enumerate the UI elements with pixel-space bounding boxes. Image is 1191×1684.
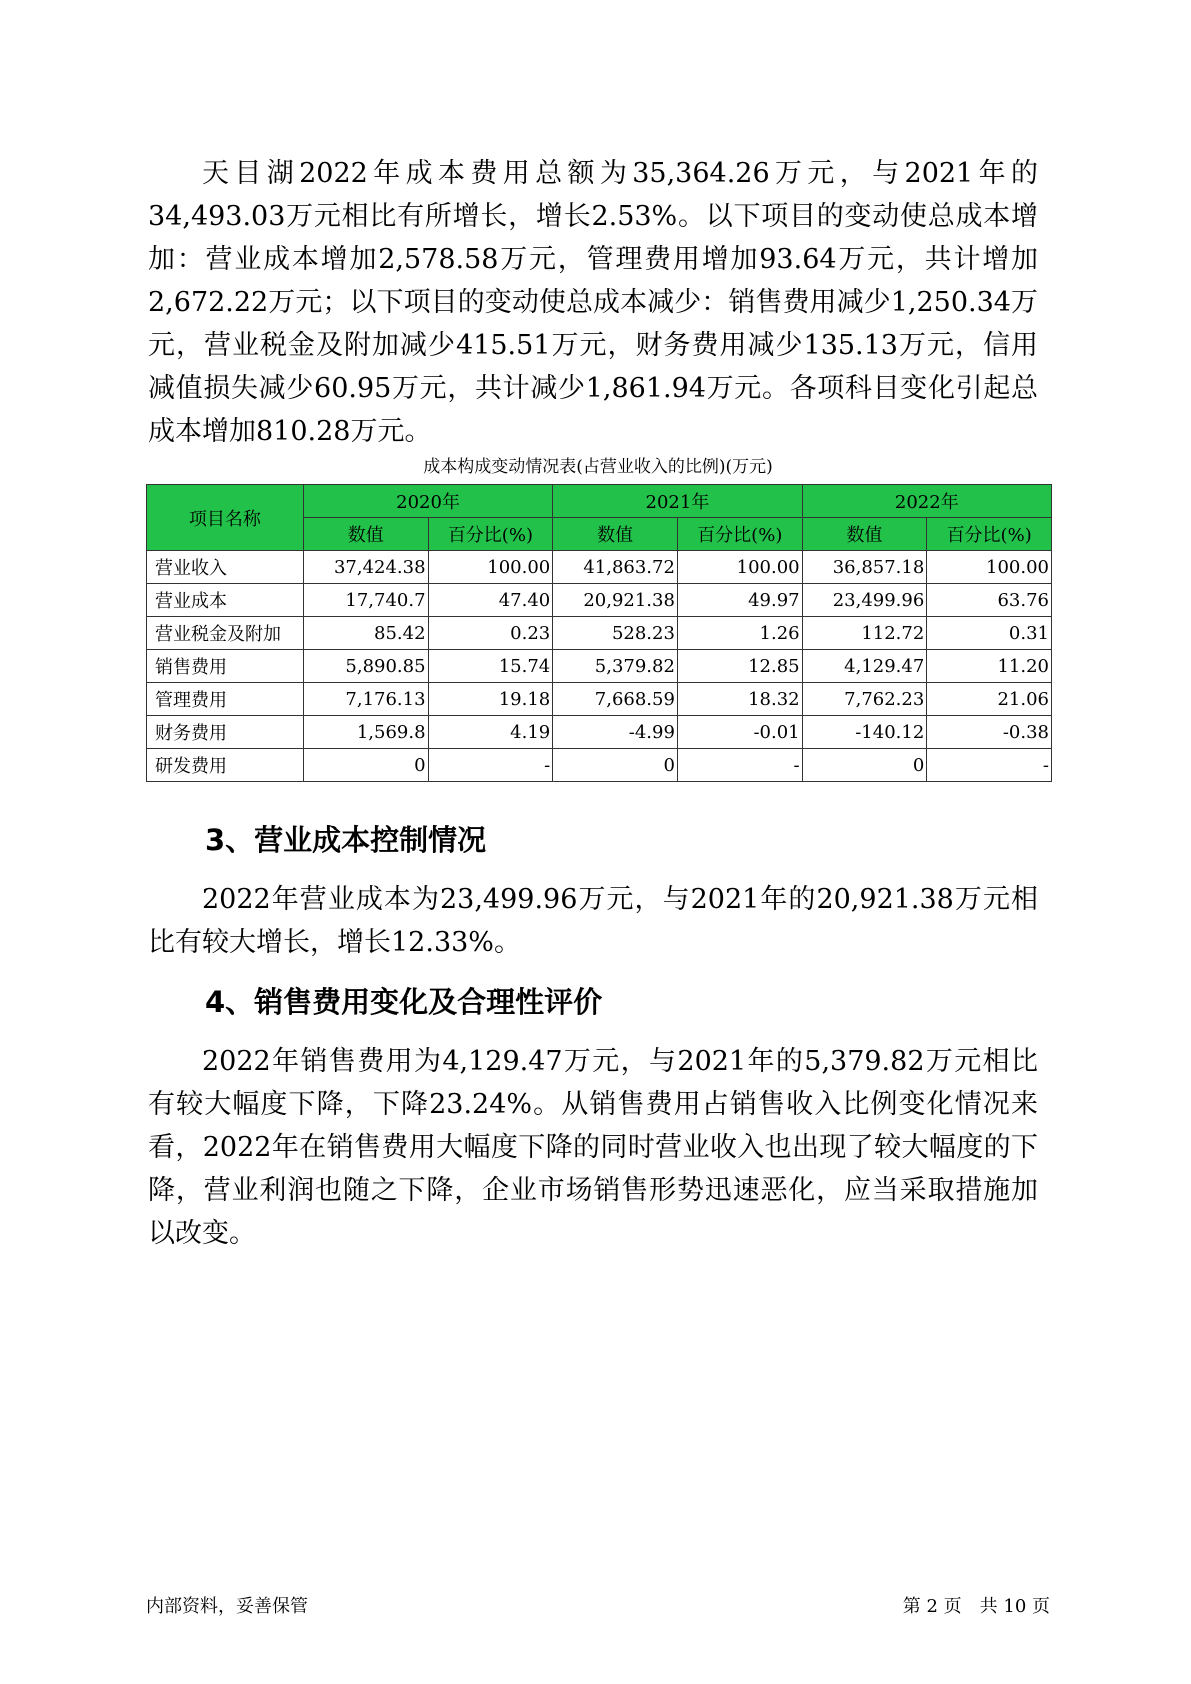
cell-value: 0 xyxy=(802,749,927,782)
cell-percent: 100.00 xyxy=(428,551,553,584)
cell-percent: 1.26 xyxy=(677,617,802,650)
header-value: 数值 xyxy=(303,518,428,551)
cell-value: 528.23 xyxy=(553,617,678,650)
table-row xyxy=(147,749,1052,782)
cell-percent: 4.19 xyxy=(428,716,553,749)
cell-value: 20,921.38 xyxy=(553,584,678,617)
cell-percent: 0.23 xyxy=(428,617,553,650)
header-item-name: 项目名称 xyxy=(147,485,304,551)
row-label: 研发费用 xyxy=(147,749,304,782)
cell-value: 41,863.72 xyxy=(553,551,678,584)
cell-percent: 100.00 xyxy=(927,551,1052,584)
paragraph-sales-expense: 2022年销售费用为4,129.47万元，与2021年的5,379.82万元相比有较大幅度下降，下降23.24%。从销售费用占销售收入比例变化情况来看，2022年在销售费用大幅度下降的同时营业收入也出现了较大幅度的下降，营业利润也随之下降，企业市场销售形势迅速恶化，应当采取措施加以改变。 xyxy=(148,1046,1038,1249)
footer-confidential-note: 内部资料，妥善保管 xyxy=(146,1596,308,1617)
header-percent: 百分比(%) xyxy=(927,518,1052,551)
cell-percent: 0.31 xyxy=(927,617,1052,650)
cell-value: 7,176.13 xyxy=(303,683,428,716)
cell-value: 7,668.59 xyxy=(553,683,678,716)
cell-value: 112.72 xyxy=(802,617,927,650)
cell-value: 85.42 xyxy=(303,617,428,650)
cell-value: -4.99 xyxy=(553,716,678,749)
row-label: 销售费用 xyxy=(147,650,304,683)
row-label: 管理费用 xyxy=(147,683,304,716)
section-heading-sales-expense: 4、销售费用变化及合理性评价 xyxy=(205,985,603,1019)
cell-percent: -0.38 xyxy=(927,716,1052,749)
cell-value: 37,424.38 xyxy=(303,551,428,584)
cell-percent: 21.06 xyxy=(927,683,1052,716)
cell-percent: 18.32 xyxy=(677,683,802,716)
cell-percent: 63.76 xyxy=(927,584,1052,617)
cell-percent: - xyxy=(927,749,1052,782)
cell-value: 0 xyxy=(303,749,428,782)
header-value: 数值 xyxy=(553,518,678,551)
row-label: 营业收入 xyxy=(147,551,304,584)
cost-structure-table xyxy=(146,484,1052,782)
header-percent: 百分比(%) xyxy=(677,518,802,551)
row-label: 财务费用 xyxy=(147,716,304,749)
cell-value: 1,569.8 xyxy=(303,716,428,749)
cell-value: 23,499.96 xyxy=(802,584,927,617)
table-row xyxy=(147,683,1052,716)
cell-value: 36,857.18 xyxy=(802,551,927,584)
table-row xyxy=(147,584,1052,617)
table-caption: 成本构成变动情况表(占营业收入的比例)(万元) xyxy=(423,457,773,477)
header-year: 2022年 xyxy=(802,485,1051,518)
section-heading-operating-cost: 3、营业成本控制情况 xyxy=(205,823,487,857)
cell-percent: 12.85 xyxy=(677,650,802,683)
cell-percent: 100.00 xyxy=(677,551,802,584)
cell-value: 5,890.85 xyxy=(303,650,428,683)
table-row xyxy=(147,617,1052,650)
cell-value: 7,762.23 xyxy=(802,683,927,716)
cell-percent: 11.20 xyxy=(927,650,1052,683)
footer-page-number: 第 2 页 共 10 页 xyxy=(902,1596,1050,1617)
cell-percent: 49.97 xyxy=(677,584,802,617)
cell-percent: - xyxy=(428,749,553,782)
cell-value: 17,740.7 xyxy=(303,584,428,617)
cell-percent: 47.40 xyxy=(428,584,553,617)
cell-percent: 19.18 xyxy=(428,683,553,716)
header-year: 2020年 xyxy=(303,485,552,518)
cell-percent: - xyxy=(677,749,802,782)
cell-value: 0 xyxy=(553,749,678,782)
cell-value: 5,379.82 xyxy=(553,650,678,683)
header-year: 2021年 xyxy=(553,485,802,518)
cell-value: -140.12 xyxy=(802,716,927,749)
paragraph-operating-cost: 2022年营业成本为23,499.96万元，与2021年的20,921.38万元相比有较大增长，增长12.33%。 xyxy=(148,884,1038,958)
table-row xyxy=(147,716,1052,749)
header-value: 数值 xyxy=(802,518,927,551)
cell-percent: -0.01 xyxy=(677,716,802,749)
table-row xyxy=(147,551,1052,584)
row-label: 营业税金及附加 xyxy=(147,617,304,650)
cell-percent: 15.74 xyxy=(428,650,553,683)
cell-value: 4,129.47 xyxy=(802,650,927,683)
header-percent: 百分比(%) xyxy=(428,518,553,551)
row-label: 营业成本 xyxy=(147,584,304,617)
paragraph-cost-summary: 天目湖2022年成本费用总额为35,364.26万元，与2021年的34,493.03万元相比有所增长，增长2.53%。以下项目的变动使总成本增加：营业成本增加2,578.58万元，管理费用增加93.64万元，共计增加2,672.22万元；以下项目的变动使总成本减少：销售费用减少1,250.34万元，营业税金及附加减少415.51万元，财务费用减少135.13万元，信用减值损失减少60.95万元，共计减少1,861.94万元。各项科目变化引起总成本增加810.28万元。 xyxy=(148,158,1038,447)
table-row xyxy=(147,650,1052,683)
